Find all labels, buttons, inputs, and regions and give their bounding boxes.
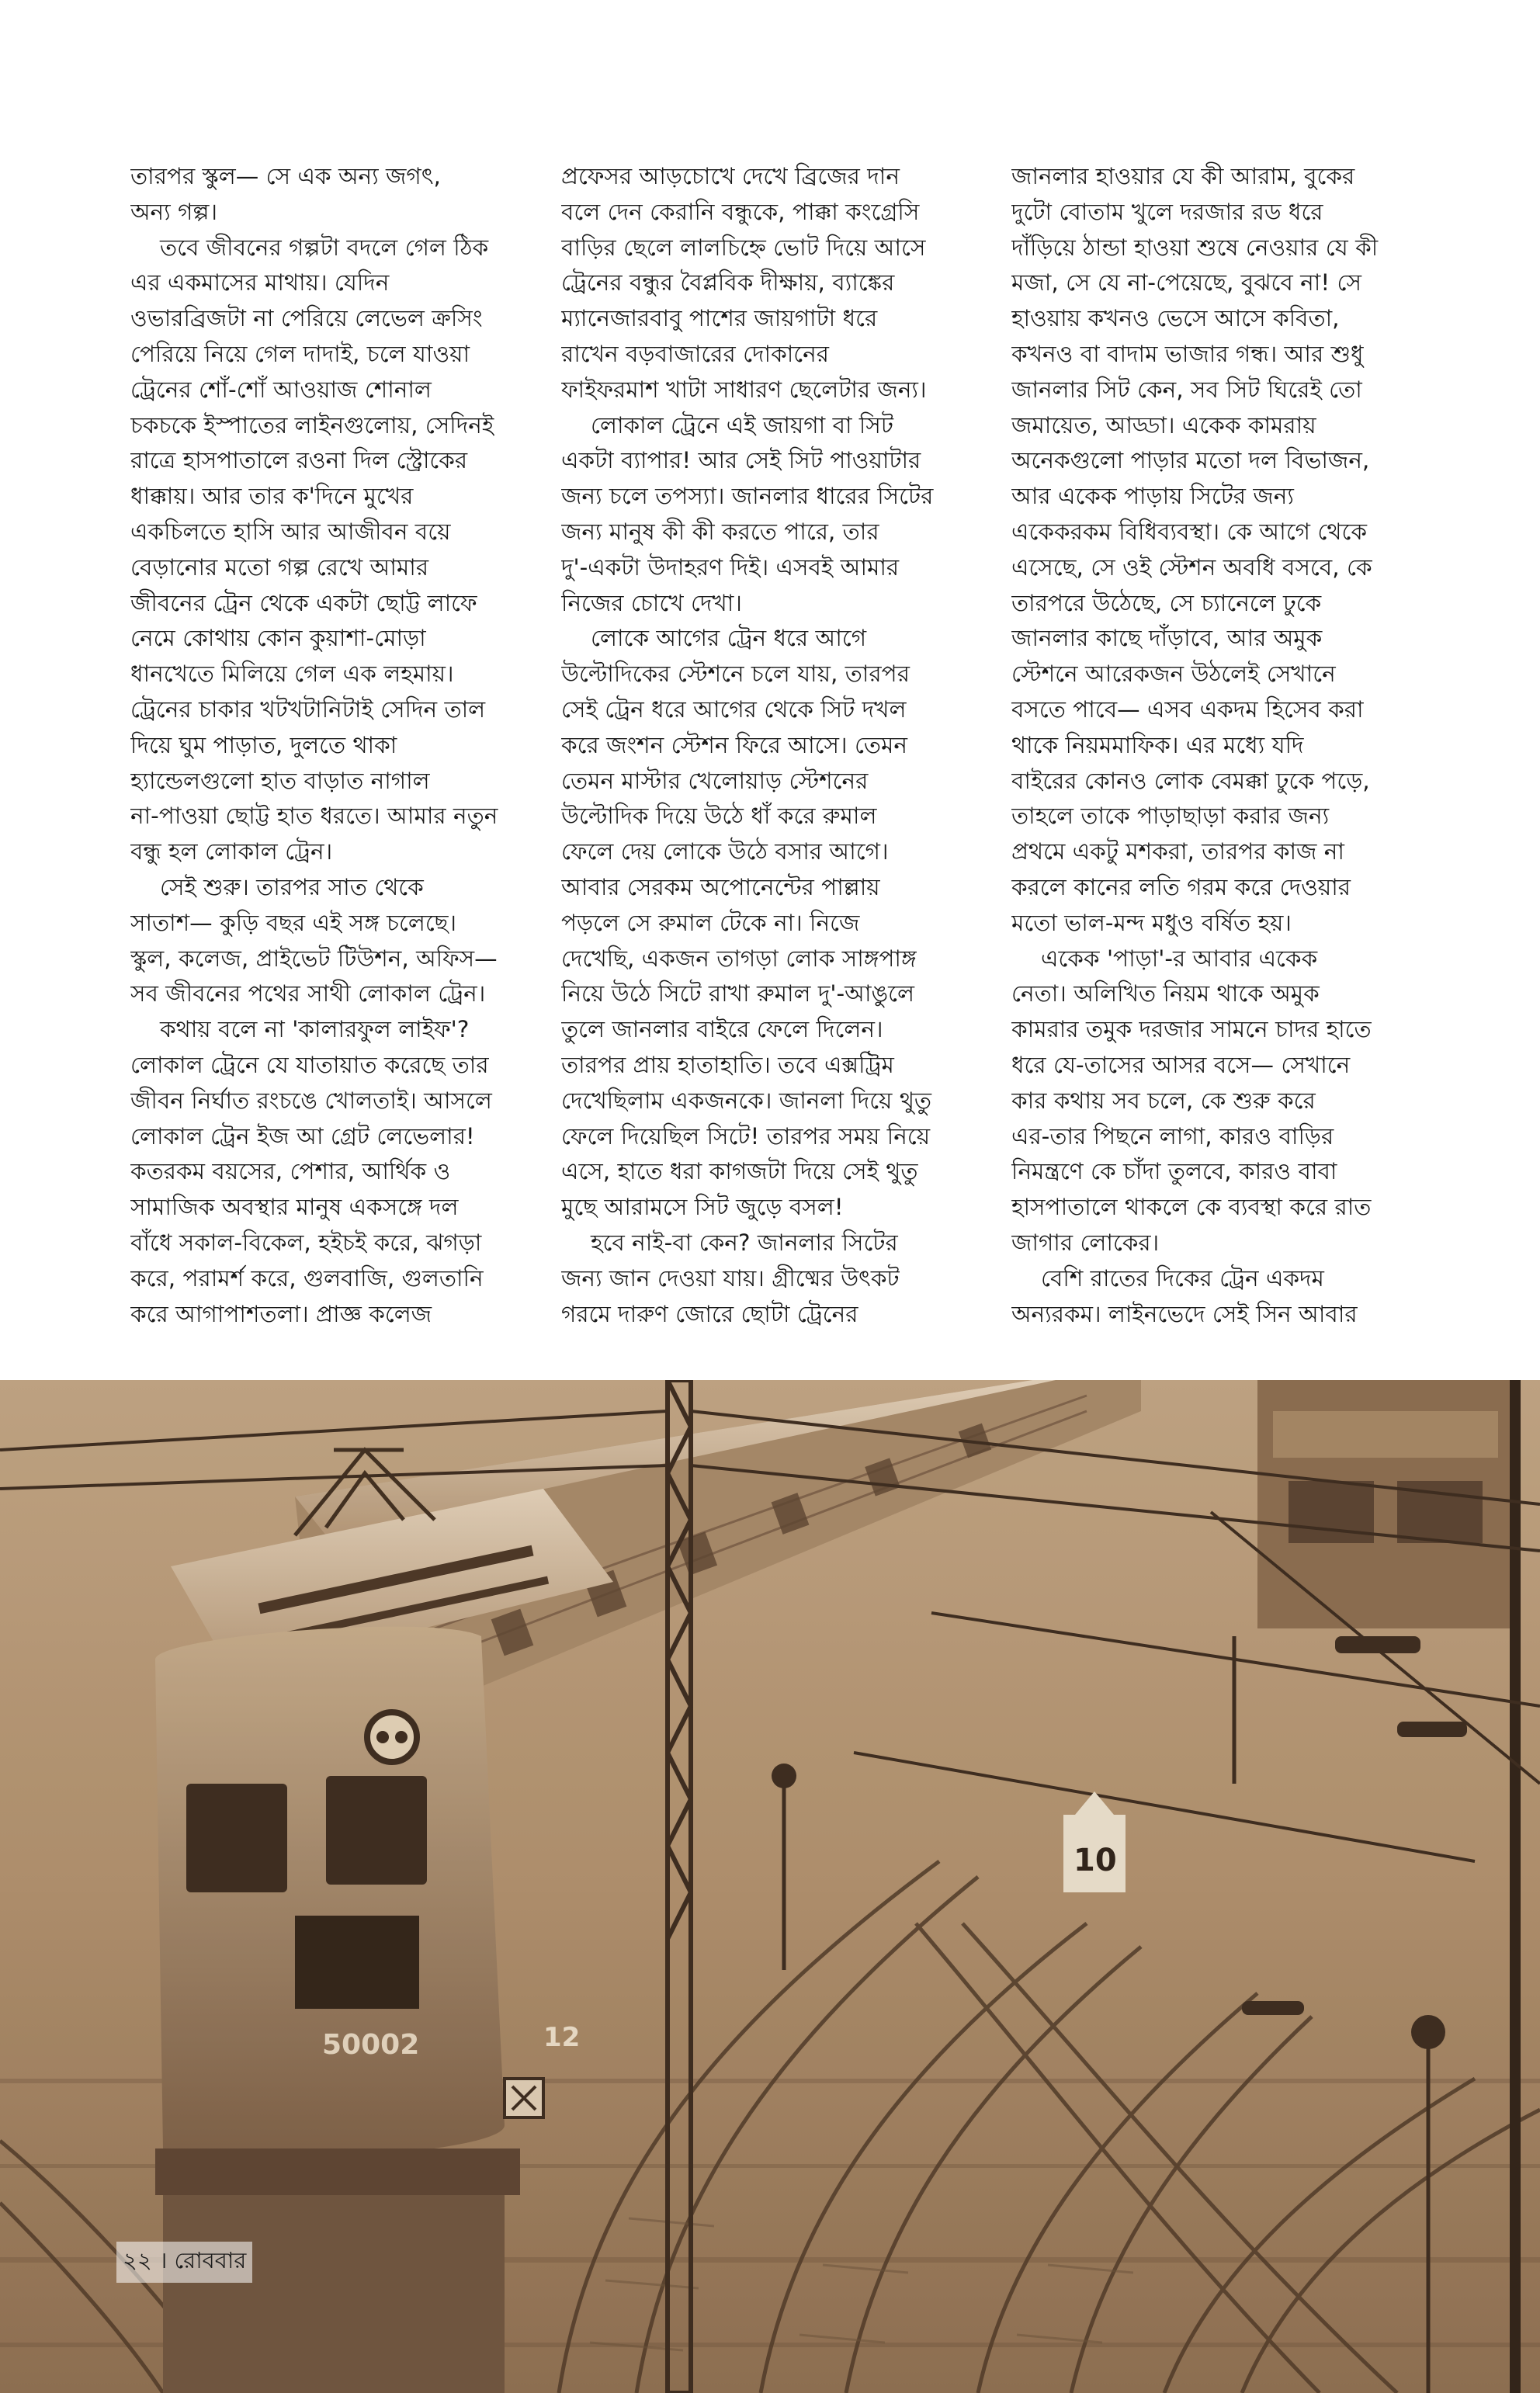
text-line: অন্যরকম। লাইনভেদে সেই সিন আবার [1011, 1300, 1358, 1327]
text-line: তারপর প্রায় হাতাহাতি। তবে এক্সট্রিম [561, 1051, 894, 1078]
text-line: দাঁড়িয়ে ঠান্ডা হাওয়া শুষে নেওয়ার যে কী [1011, 234, 1379, 261]
text-line: ট্রেনের চাকার খটখটানিটাই সেদিন তাল [130, 695, 486, 723]
text-line: লোকে আগের ট্রেন ধরে আগে [591, 625, 867, 652]
text-line: দেখেছি, একজন তাগড়া লোক সাঙ্গপাঙ্গ [561, 945, 917, 972]
text-line: কথায় বলে না 'কালারফুল লাইফ'? [160, 1016, 470, 1043]
magazine-name: রোববার [174, 2247, 247, 2273]
text-line: বাঁধে সকাল-বিকেল, হইচই করে, ঝগড়া [130, 1229, 482, 1256]
text-line: কখনও বা বাদাম ভাজার গন্ধ। আর শুধু [1011, 340, 1364, 367]
text-line: নিজের চোখে দেখা। [561, 589, 742, 616]
text-line: বন্ধু হল লোকাল ট্রেন। [130, 838, 333, 865]
track-post-number: 10 [1073, 1843, 1117, 1878]
text-line: ট্রেনের শোঁ-শোঁ আওয়াজ শোনাল [130, 376, 432, 403]
cab-number: 12 [543, 2022, 581, 2053]
text-line: একটা ব্যাপার! আর সেই সিট পাওয়াটার [561, 447, 921, 474]
text-line: করে জংশন স্টেশন ফিরে আসে। তেমন [561, 731, 908, 758]
text-line: ফেলে দিয়েছিল সিটে! তারপর সময় নিয়ে [561, 1122, 931, 1150]
text-line: অন্য গল্প। [130, 198, 218, 225]
page-folio [116, 2242, 252, 2283]
text-line: সেই ট্রেন ধরে আগের থেকে সিট দখল [561, 695, 907, 723]
page-number: ২২ [123, 2247, 152, 2273]
text-line: আর একেক পাড়ায় সিটের জন্য [1011, 483, 1294, 510]
text-line: বেশি রাতের দিকের ট্রেন একদম [1041, 1264, 1324, 1292]
text-line: তুলে জানলার বাইরে ফেলে দিলেন। [561, 1016, 883, 1043]
text-line: উল্টোদিকের স্টেশনে চলে যায়, তারপর [561, 661, 910, 688]
text-line: বাইরের কোনও লোক বেমক্কা ঢুকে পড়ে, [1011, 767, 1370, 794]
text-line: তারপর স্কুল— সে এক অন্য জগৎ, [130, 163, 441, 189]
text-line: জানলার সিট কেন, সব সিট ঘিরেই তো [1011, 376, 1362, 403]
text-line: করলে কানের লতি গরম করে দেওয়ার [1011, 873, 1351, 900]
text-line: উল্টোদিক দিয়ে উঠে ধাঁ করে রুমাল [561, 803, 877, 830]
text-line: রাখেন বড়বাজারের দোকানের [561, 340, 829, 367]
text-line: তবে জীবনের গল্পটা বদলে গেল ঠিক [160, 234, 489, 261]
text-line: নিয়ে উঠে সিটে রাখা রুমাল দু'-আঙুলে [561, 980, 915, 1007]
text-line: বেড়ানোর মতো গল্প রেখে আমার [130, 553, 429, 581]
text-line: সেই শুরু। তারপর সাত থেকে [160, 873, 424, 900]
text-line: না-পাওয়া ছোট্ট হাত ধরতে। আমার নতুন [130, 803, 498, 830]
text-line: নেমে কোথায় কোন কুয়াশা-মোড়া [130, 625, 426, 652]
text-line: মতো ভাল-মন্দ মধুও বর্ষিত হয়। [1011, 909, 1292, 936]
text-line: হ্যান্ডেলগুলো হাত বাড়াত নাগাল [130, 767, 430, 794]
text-line: হাওয়ায় কখনও ভেসে আসে কবিতা, [1011, 305, 1340, 332]
text-line: কতরকম বয়সের, পেশার, আর্থিক ও [130, 1158, 451, 1185]
text-line: দেখেছিলাম একজনকে। জানলা দিয়ে থুতু [561, 1087, 932, 1114]
text-line: ধরে যে-তাসের আসর বসে— সেখানে [1011, 1051, 1351, 1078]
text-line: করে আগাপাশতলা। প্রাজ্ঞ কলেজ [130, 1300, 432, 1327]
column-3 [1011, 159, 1446, 1332]
text-line: পেরিয়ে নিয়ে গেল দাদাই, চলে যাওয়া [130, 340, 470, 367]
text-line: ধাক্কায়। আর তার ক'দিনে মুখের [130, 483, 414, 510]
text-line: এসে, হাতে ধরা কাগজটা দিয়ে সেই থুতু [561, 1158, 918, 1185]
text-line: কামরার তমুক দরজার সামনে চাদর হাতে [1011, 1016, 1372, 1043]
text-line: নেতা। অলিখিত নিয়ম থাকে অমুক [1011, 980, 1320, 1007]
column-2 [561, 159, 996, 1332]
text-line: ট্রেনের বন্ধুর বৈপ্লবিক দীক্ষায়, ব্যাঙ্কের [561, 269, 895, 297]
text-line: স্টেশনে আরেকজন উঠলেই সেখানে [1011, 661, 1336, 688]
text-line: জীবনের ট্রেন থেকে একটা ছোট্ট লাফে [130, 589, 477, 616]
text-line: একেকরকম বিধিব্যবস্থা। কে আগে থেকে [1011, 518, 1367, 545]
text-line: দু'-একটা উদাহরণ দিই। এসবই আমার [561, 553, 900, 581]
text-line: ম্যানেজারবাবু পাশের জায়গাটা ধরে [561, 305, 878, 332]
text-line: আবার সেরকম অপোনেন্টের পাল্লায় [561, 873, 880, 900]
train-number: 50002 [322, 2029, 420, 2061]
text-line: রাত্রে হাসপাতালে রওনা দিল স্ট্রোকের [130, 447, 468, 474]
text-line: এর একমাসের মাথায়। যেদিন [130, 269, 390, 297]
text-line: একেক 'পাড়া'-র আবার একেক [1041, 945, 1318, 972]
text-line: একচিলতে হাসি আর আজীবন বয়ে [130, 518, 451, 545]
text-line: থাকে নিয়মমাফিক। এর মধ্যে যদি [1011, 731, 1304, 758]
text-line: সব জীবনের পথের সাথী লোকাল ট্রেন। [130, 980, 486, 1007]
text-line: দিয়ে ঘুম পাড়াত, দুলতে থাকা [130, 731, 397, 758]
text-line: বাড়ির ছেলে লালচিহ্নে ভোট দিয়ে আসে [561, 234, 926, 261]
text-line: জন্য মানুষ কী কী করতে পারে, তার [561, 518, 879, 545]
text-line: ওভারব্রিজটা না পেরিয়ে লেভেল ক্রসিং [130, 305, 483, 332]
text-line: প্রফেসর আড়চোখে দেখে ব্রিজের দান [561, 163, 900, 189]
text-line: ধানখেতে মিলিয়ে গেল এক লহমায়। [130, 661, 454, 688]
text-line: জানলার কাছে দাঁড়াবে, আর অমুক [1011, 625, 1323, 652]
text-line: জন্য জান দেওয়া যায়। গ্রীষ্মের উৎকট [561, 1264, 900, 1292]
text-line: এসেছে, সে ওই স্টেশন অবধি বসবে, কে [1011, 553, 1372, 581]
text-line: পড়লে সে রুমাল টেকে না। নিজে [561, 909, 860, 936]
text-line: প্রথমে একটু মশকরা, তারপর কাজ না [1011, 838, 1344, 865]
text-line: লোকাল ট্রেনে যে যাতায়াত করেছে তার [130, 1051, 489, 1078]
text-line: জমায়েত, আড্ডা। একেক কামরায় [1011, 411, 1316, 439]
text-line: কার কথায় সব চলে, কে শুরু করে [1011, 1087, 1316, 1114]
column-1 [130, 159, 565, 1332]
text-line: দুটো বোতাম খুলে দরজার রড ধরে [1011, 198, 1323, 225]
text-line: হাসপাতালে থাকলে কে ব্যবস্থা করে রাত [1011, 1194, 1372, 1221]
text-line: চকচকে ইস্পাতের লাইনগুলোয়, সেদিনই [130, 411, 494, 439]
text-line: গরমে দারুণ জোরে ছোটা ট্রেনের [561, 1300, 858, 1327]
text-line: করে, পরামর্শ করে, গুলবাজি, গুলতানি [130, 1264, 484, 1292]
text-line: সাতাশ— কুড়ি বছর এই সঙ্গ চলেছে। [130, 909, 457, 936]
text-line: অনেকগুলো পাড়ার মতো দল বিভাজন, [1011, 447, 1370, 474]
text-line: লোকাল ট্রেন ইজ আ গ্রেট লেভেলার! [130, 1122, 475, 1150]
text-line: লোকাল ট্রেনে এই জায়গা বা সিট [591, 411, 893, 439]
text-line: মুছে আরামসে সিট জুড়ে বসল! [561, 1194, 844, 1221]
text-line: তাহলে তাকে পাড়াছাড়া করার জন্য [1011, 803, 1330, 830]
text-line: বসতে পাবে— এসব একদম হিসেব করা [1011, 695, 1364, 723]
text-line: মজা, সে যে না-পেয়েছে, বুঝবে না! সে [1011, 269, 1361, 297]
folio-separator: । [158, 2247, 168, 2273]
text-line: জাগার লোকের। [1011, 1229, 1160, 1256]
text-line: বলে দেন কেরানি বন্ধুকে, পাক্কা কংগ্রেসি [561, 198, 920, 225]
text-line: ফাইফরমাশ খাটা সাধারণ ছেলেটার জন্য। [561, 376, 927, 403]
text-line: হবে নাই-বা কেন? জানলার সিটের [591, 1229, 898, 1256]
text-line: স্কুল, কলেজ, প্রাইভেট টিউশন, অফিস— [130, 945, 498, 972]
text-line: এর-তার পিছনে লাগা, কারও বাড়ির [1011, 1122, 1334, 1150]
text-line: জন্য চলে তপস্যা। জানলার ধারের সিটের [561, 483, 934, 510]
text-line: জীবন নির্ঘাত রংচঙে খোলতাই। আসলে [130, 1087, 492, 1114]
text-line: তেমন মাস্টার খেলোয়াড় স্টেশনের [561, 767, 869, 794]
article-body [0, 159, 1540, 1354]
text-line: নিমন্ত্রণে কে চাঁদা তুলবে, কারও বাবা [1011, 1158, 1337, 1185]
text-line: জানলার হাওয়ার যে কী আরাম, বুকের [1011, 163, 1355, 189]
text-line: তারপরে উঠেছে, সে চ্যানেলে ঢুকে [1011, 589, 1322, 616]
text-line: ফেলে দেয় লোকে উঠে বসার আগে। [561, 838, 889, 865]
text-line: সামাজিক অবস্থার মানুষ একসঙ্গে দল [130, 1194, 459, 1221]
